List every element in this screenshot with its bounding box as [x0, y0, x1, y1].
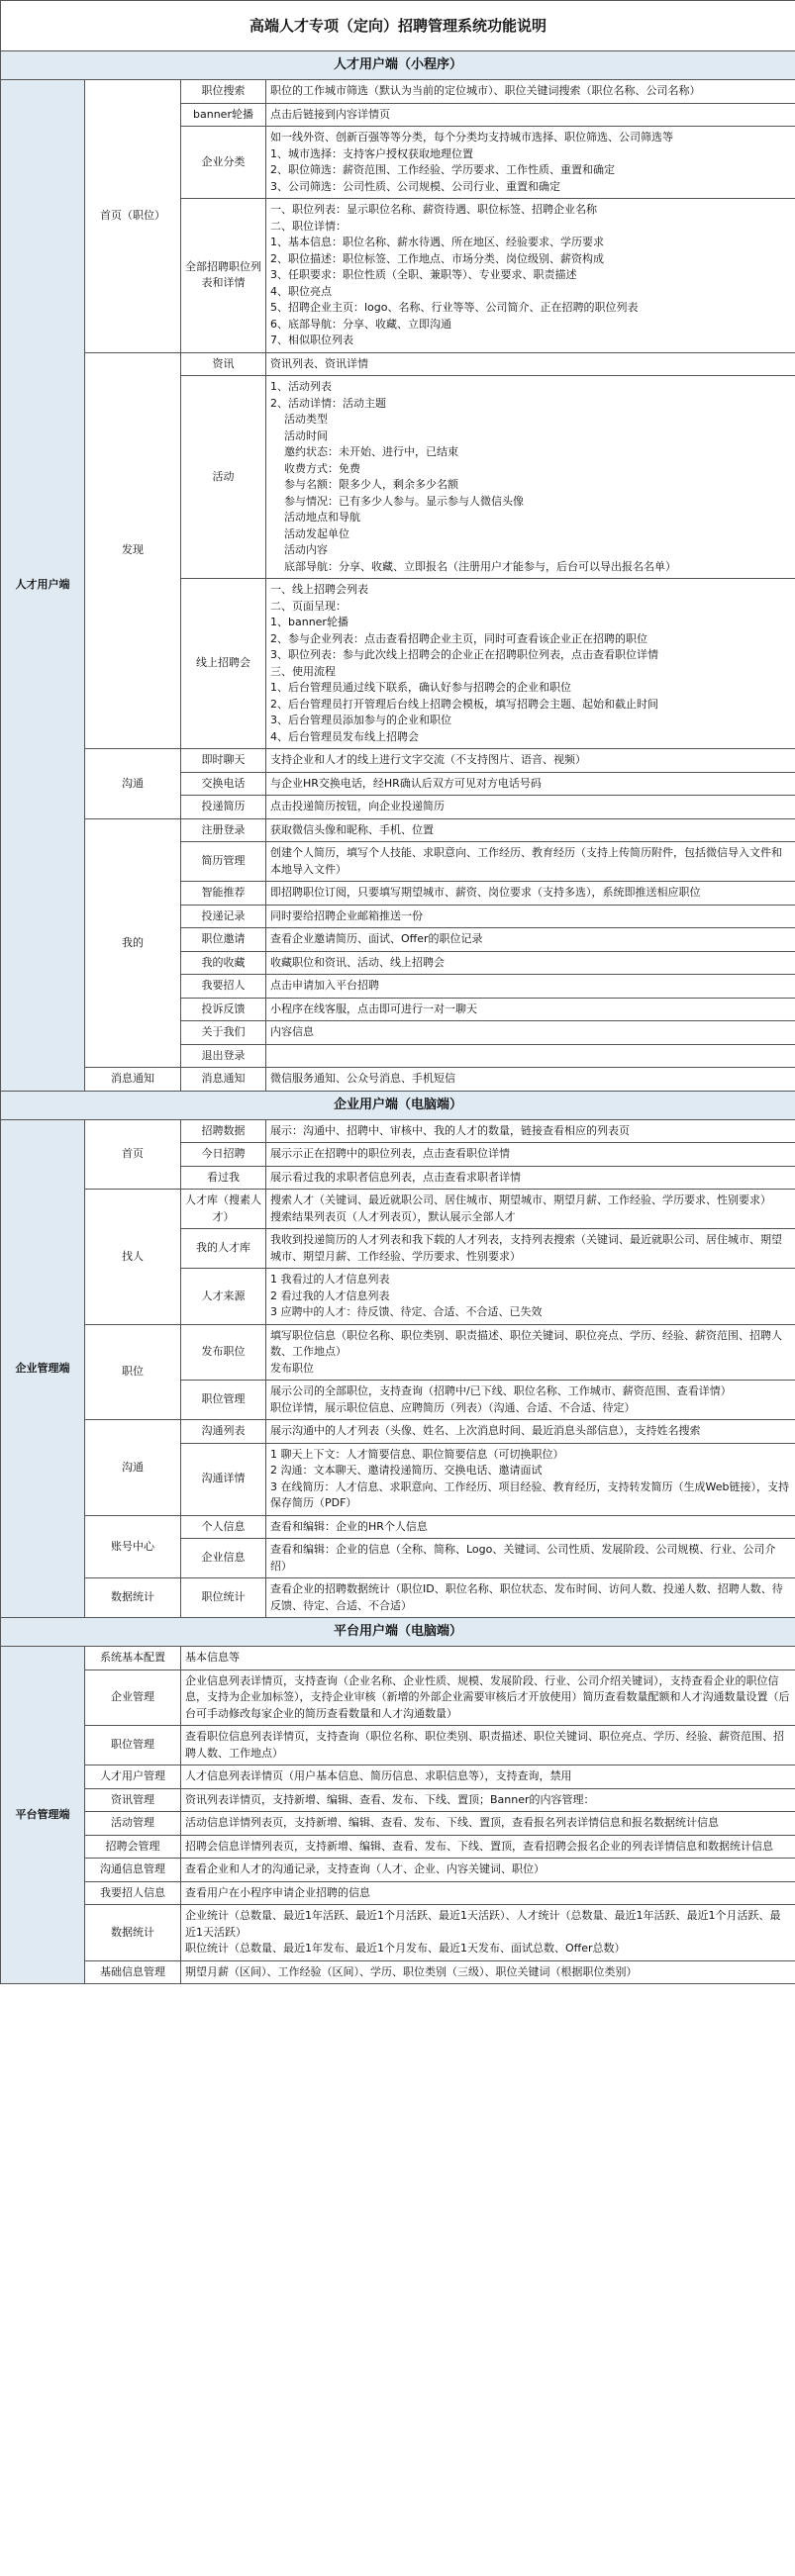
description-cell: [266, 80, 795, 104]
section-title: 企业用户端（电脑端）: [1, 1091, 795, 1119]
feature-cell: 即时聊天: [181, 749, 266, 773]
description-cell: [266, 1068, 795, 1092]
description-line: 2 看过我的人才信息列表: [270, 1288, 390, 1302]
description-cell: [266, 842, 795, 882]
description-line: 1、城市选择：支持客户授权获取地理位置: [270, 146, 473, 160]
description-line: 1、基本信息：职位名称、薪水待遇、所在地区、经验要求、学历要求: [270, 236, 604, 248]
role-cell: 人才用户端: [1, 80, 85, 1092]
description-cell: [181, 1881, 795, 1905]
description-line: 2、后台管理员打开管理后台线上招聘会模板，填写招聘会主题、起始和截止时间: [270, 697, 658, 711]
feature-cell: 资讯: [181, 352, 266, 376]
feature-cell: banner轮播: [181, 103, 266, 127]
section-header-row: [1, 51, 795, 80]
description-line: 查看企业和人才的沟通记录，支持查询（人才、企业、内容关键词、职位）: [185, 1862, 545, 1875]
description-cell: [266, 103, 795, 127]
description-line: 3、后台管理员添加参与的企业和职位: [270, 714, 451, 726]
description-line: 填写职位信息（职位名称、职位类别、职责描述、职位关键词、职位亮点、学历、经验、薪资范围、招聘人数、工作地点）: [270, 1328, 782, 1358]
title-row: [1, 1, 795, 51]
description-cell: [266, 1420, 795, 1444]
feature-cell: 投诉反馈: [181, 998, 266, 1021]
description-cell: [266, 199, 795, 353]
feature-cell: 交换电话: [181, 772, 266, 796]
section-header-row: [1, 1618, 795, 1647]
description-line: 2 沟通：文本聊天、邀请投递简历、交换电话、邀请面试: [270, 1464, 543, 1477]
description-line: 企业统计（总数量、最近1年活跃、最近1个月活跃、最近1天活跃）、人才统计（总数量、最近1年活跃、最近1个月活跃、最近1天活跃）: [185, 1909, 781, 1939]
description-line: 查看和编辑：企业的信息（全称、简称、Logo、关键词、公司性质、发展阶段、公司规模、行业、公司介绍）: [270, 1543, 776, 1573]
section-title: 平台用户端（电脑端）: [1, 1618, 795, 1647]
description-line: 职位详情，展示职位信息、应聘简历（列表）（沟通、合适、不合适、待定）: [270, 1400, 636, 1414]
feature-cell: 我要招人: [181, 975, 266, 999]
description-line: [270, 1048, 791, 1065]
table-row: [1, 80, 795, 104]
description-line: 一、线上招聘会列表: [270, 583, 368, 596]
table-row: [1, 1835, 795, 1859]
description-cell: [266, 1143, 795, 1167]
table-row: [1, 749, 795, 773]
description-cell: [266, 1443, 795, 1515]
description-line: 点击后链接到内容详情页: [270, 107, 390, 121]
feature-cell: 沟通详情: [181, 1443, 266, 1515]
feature-cell: 企业信息: [181, 1539, 266, 1578]
description-cell: [266, 998, 795, 1021]
module-cell: 消息通知: [85, 1068, 181, 1092]
feature-cell: 招聘数据: [181, 1119, 266, 1143]
description-cell: [181, 1647, 795, 1670]
description-line: 二、页面呈现：: [270, 599, 347, 613]
description-line: 如一线外资、创新百强等等分类，每个分类均支持城市选择、职位筛选、公司筛选等: [270, 131, 673, 143]
description-line: 资讯列表详情页，支持新增、编辑、查看、发布、下线、置顶；Banner的内容管理：: [185, 1792, 595, 1806]
module-cell: 发现: [85, 352, 181, 749]
description-line: 7、相似职位列表: [270, 334, 353, 346]
description-line: 展示：沟通中、招聘中、审核中、我的人才的数量，链接查看相应的列表页: [270, 1123, 630, 1137]
table-row: [1, 1647, 795, 1670]
feature-cell: 消息通知: [181, 1068, 266, 1092]
feature-cell: 企业分类: [181, 127, 266, 199]
role-cell: 平台管理端: [1, 1647, 85, 1984]
feature-cell: 线上招聘会: [181, 579, 266, 749]
description-line: 1、banner轮播: [270, 616, 348, 628]
description-cell: [266, 1229, 795, 1269]
description-cell: [266, 1190, 795, 1229]
description-line: 活动内容: [284, 543, 328, 556]
description-cell: [266, 1515, 795, 1539]
description-cell: [266, 1578, 795, 1618]
table-row: [1, 1859, 795, 1882]
function-table-body: [1, 1, 795, 1984]
module-cell: 沟通: [85, 749, 181, 819]
description-cell: [266, 1044, 795, 1068]
description-line: 收藏职位和资讯、活动、线上招聘会: [270, 955, 445, 969]
description-cell: [266, 1324, 795, 1381]
description-line: 底部导航：分享、收藏、立即报名（注册用户才能参与，后台可以导出报名名单）: [284, 559, 676, 573]
description-cell: [266, 905, 795, 928]
description-cell: [266, 127, 795, 199]
table-row: [1, 1812, 795, 1836]
module-cell: 招聘会管理: [85, 1835, 181, 1859]
description-line: 活动地点和导航: [284, 511, 360, 524]
table-row: [1, 1119, 795, 1143]
description-cell: [266, 772, 795, 796]
description-cell: [181, 1788, 795, 1812]
section-header-row: [1, 1091, 795, 1119]
table-row: [1, 1788, 795, 1812]
description-line: 5、招聘企业主页：logo、名称、行业等等、公司简介、正在招聘的职位列表: [270, 301, 639, 314]
description-line: 一、职位列表：显示职位名称、薪资待遇、职位标签、招聘企业名称: [270, 203, 597, 216]
feature-cell: 全部招聘职位列表和详情: [181, 199, 266, 353]
module-cell: 数据统计: [85, 1905, 181, 1961]
description-line: 资讯列表、资讯详情: [270, 356, 368, 370]
role-cell: 企业管理端: [1, 1119, 85, 1618]
description-line: 我收到投递简历的人才列表和我下载的人才列表，支持列表搜索（关键词、最近就职公司、居住城市、期望城市、期望月薪、工作经验、学历要求、性别要求）: [270, 1233, 782, 1263]
description-cell: [181, 1835, 795, 1859]
feature-cell: 我的人才库: [181, 1229, 266, 1269]
feature-cell: 简历管理: [181, 842, 266, 882]
description-cell: [266, 818, 795, 842]
description-line: 活动信息详情列表页，支持新增、编辑、查看、发布、下线、置顶，查看报名列表详情信息和报名数据统计信息: [185, 1816, 719, 1829]
description-line: 3 在线简历：人才信息、求职意向、工作经历、项目经验、教育经历，支持转发简历（生成Web链接），支持保存简历（PDF）: [270, 1479, 789, 1509]
description-line: 2、职位筛选：薪资范围、工作经验、学历要求、工作性质、重置和确定: [270, 163, 615, 176]
feature-cell: 注册登录: [181, 818, 266, 842]
module-cell: 数据统计: [85, 1578, 181, 1618]
feature-cell: 今日招聘: [181, 1143, 266, 1167]
description-line: 参与情况：已有多少人参与。显示参与人微信头像: [284, 494, 524, 508]
description-line: 支持企业和人才的线上进行文字交流（不支持图片、语音、视频）: [270, 753, 586, 766]
description-line: 4、职位亮点: [270, 284, 332, 298]
module-cell: 沟通: [85, 1420, 181, 1516]
feature-cell: 发布职位: [181, 1324, 266, 1381]
table-row: [1, 1765, 795, 1789]
description-line: 人才信息列表详情页（用户基本信息、简历信息、求职信息等），支持查询，禁用: [185, 1769, 572, 1782]
module-cell: 账号中心: [85, 1515, 181, 1578]
description-cell: [266, 352, 795, 376]
description-line: 同时要给招聘企业邮箱推送一份: [270, 908, 423, 922]
description-cell: [266, 1539, 795, 1578]
module-cell: 基础信息管理: [85, 1960, 181, 1984]
feature-cell: 职位统计: [181, 1578, 266, 1618]
description-cell: [266, 975, 795, 999]
module-cell: 首页（职位）: [85, 80, 181, 353]
feature-cell: 看过我: [181, 1166, 266, 1190]
description-line: 查看企业的招聘数据统计（职位ID、职位名称、职位状态、发布时间、访问人数、投递人数、招聘人数、待反馈、待定、合适、不合适）: [270, 1582, 783, 1612]
description-line: 3 应聘中的人才：待反馈、待定、合适、不合适、已失效: [270, 1305, 543, 1318]
module-cell: 系统基本配置: [85, 1647, 181, 1670]
description-line: 与企业HR交换电话，经HR确认后双方可见对方电话号码: [270, 776, 542, 790]
table-row: [1, 1881, 795, 1905]
description-line: 展示看过我的求职者信息列表，点击查看求职者详情: [270, 1170, 521, 1184]
module-cell: 活动管理: [85, 1812, 181, 1836]
feature-cell: 智能推荐: [181, 882, 266, 906]
feature-cell: 人才库（搜素人才）: [181, 1190, 266, 1229]
description-line: 展示示正在招聘中的职位列表，点击查看职位详情: [270, 1147, 510, 1160]
description-cell: [266, 882, 795, 906]
feature-cell: 沟通列表: [181, 1420, 266, 1444]
description-line: 4、后台管理员发布线上招聘会: [270, 729, 419, 743]
feature-cell: 人才来源: [181, 1269, 266, 1325]
module-cell: 职位管理: [85, 1726, 181, 1765]
description-line: 小程序在线客服，点击即可进行一对一聊天: [270, 1002, 477, 1015]
section-title: 人才用户端（小程序）: [1, 51, 795, 80]
description-line: 搜索结果列表页（人才列表页），默认展示全部人才: [270, 1209, 516, 1223]
table-row: [1, 1190, 795, 1229]
description-cell: [266, 951, 795, 975]
description-line: 活动时间: [284, 429, 328, 442]
description-line: 发布职位: [270, 1361, 314, 1375]
description-line: 3、任职要求：职位性质（全职、兼职等）、专业要求、职责描述: [270, 268, 577, 281]
description-line: 职位统计（总数量、最近1年发布、最近1个月发布、最近1天发布、面试总数、Offer总数）: [185, 1942, 626, 1955]
description-line: 收费方式：免费: [284, 461, 360, 475]
description-line: 获取微信头像和昵称、手机、位置: [270, 822, 434, 836]
description-line: 6、底部导航：分享、收藏、立即沟通: [270, 317, 451, 331]
description-line: 活动类型: [284, 413, 328, 426]
description-line: 点击投递简历按钮，向企业投递简历: [270, 800, 445, 812]
table-row: [1, 1578, 795, 1618]
description-cell: [181, 1765, 795, 1789]
table-row: [1, 1905, 795, 1961]
table-row: [1, 818, 795, 842]
feature-cell: 职位邀请: [181, 928, 266, 952]
document-title: 高端人才专项（定向）招聘管理系统功能说明: [1, 1, 795, 51]
description-cell: [266, 1269, 795, 1325]
description-line: 查看和编辑：企业的HR个人信息: [270, 1519, 428, 1533]
description-line: 3、职位列表：参与此次线上招聘会的企业正在招聘职位列表，点击查看职位详情: [270, 648, 658, 661]
feature-cell: 关于我们: [181, 1021, 266, 1045]
table-row: [1, 1324, 795, 1381]
table-row: [1, 1960, 795, 1984]
description-cell: [266, 928, 795, 952]
table-row: [1, 352, 795, 376]
description-line: 搜索人才（关键词、最近就职公司、居住城市、期望城市、期望月薪、工作经验、学历要求、性别要求）: [270, 1193, 771, 1206]
description-line: 招聘会信息详情列表页，支持新增、编辑、查看、发布、下线、置顶，查看招聘会报名企业的列表详情信息和数据统计信息: [185, 1839, 773, 1853]
module-cell: 首页: [85, 1119, 181, 1190]
description-line: 展示沟通中的人才列表（头像、姓名、上次消息时间、最近消息头部信息），支持姓名搜索: [270, 1424, 701, 1437]
feature-cell: 个人信息: [181, 1515, 266, 1539]
description-line: 展示公司的全部职位，支持查询（招聘中/已下线、职位名称、工作城市、薪资范围、查看详情）: [270, 1384, 732, 1397]
description-line: 1 我看过的人才信息列表: [270, 1273, 390, 1286]
description-line: 期望月薪（区间）、工作经验（区间）、学历、职位类别（三级）、职位关键词（根据职位类别）: [185, 1964, 638, 1978]
description-line: 参与名额：限多少人，剩余多少名额: [284, 478, 458, 491]
description-line: 3、公司筛选：公司性质、公司规模、公司行业、重置和确定: [270, 179, 560, 193]
feature-cell: 职位管理: [181, 1381, 266, 1420]
description-line: 基本信息等: [185, 1651, 240, 1664]
description-cell: [181, 1960, 795, 1984]
module-cell: 职位: [85, 1324, 181, 1420]
feature-cell: 我的收藏: [181, 951, 266, 975]
description-line: 点击申请加入平台招聘: [270, 979, 379, 992]
module-cell: 找人: [85, 1190, 181, 1325]
feature-cell: 退出登录: [181, 1044, 266, 1068]
feature-cell: 活动: [181, 376, 266, 579]
description-cell: [181, 1812, 795, 1836]
description-line: 查看企业邀请简历、面试、Offer的职位记录: [270, 932, 483, 945]
description-line: 2、活动详情：活动主题: [270, 396, 386, 410]
description-cell: [181, 1905, 795, 1961]
module-cell: 我的: [85, 818, 181, 1068]
table-row: [1, 1670, 795, 1726]
description-cell: [181, 1726, 795, 1765]
module-cell: 企业管理: [85, 1670, 181, 1726]
description-cell: [266, 1166, 795, 1190]
description-cell: [266, 1119, 795, 1143]
module-cell: 资讯管理: [85, 1788, 181, 1812]
description-line: 企业信息列表详情页，支持查询（企业名称、企业性质、规模、发展阶段、行业、公司介绍关键词），支持查看企业的职位信息，支持为企业加标签），支持企业审核（新增的外部企业需要审核后才开放使用）简历查看数量配额和人才沟通数量设置（后台可手动修改每家企业的简历查看数量和人才沟通数量）: [185, 1673, 790, 1720]
description-line: 内容信息: [270, 1025, 314, 1038]
description-line: 查看用户在小程序申请企业招聘的信息: [185, 1885, 370, 1899]
description-cell: [266, 1021, 795, 1045]
feature-cell: 投递记录: [181, 905, 266, 928]
description-line: 二、职位详情：: [270, 219, 347, 233]
description-line: 2、职位描述：职位标签、工作地点、市场分类、岗位级别、薪资构成: [270, 251, 604, 265]
description-line: 即招聘职位订阅，只要填写期望城市、薪资、岗位要求（支持多选），系统即推送相应职位: [270, 886, 701, 899]
module-cell: 沟通信息管理: [85, 1859, 181, 1882]
table-row: [1, 1068, 795, 1092]
table-row: [1, 1420, 795, 1444]
description-line: 1、活动列表: [270, 380, 332, 393]
table-row: [1, 1515, 795, 1539]
description-cell: [266, 376, 795, 579]
description-line: 1 聊天上下文：人才简要信息、职位简要信息（可切换职位）: [270, 1447, 564, 1461]
description-cell: [266, 1381, 795, 1420]
description-line: 微信服务通知、公众号消息、手机短信: [270, 1072, 455, 1085]
description-line: 创建个人简历，填写个人技能、求职意向、工作经历、教育经历（支持上传简历附件，包括微信导入文件和本地导入文件）: [270, 846, 782, 876]
module-cell: 我要招人信息: [85, 1881, 181, 1905]
feature-cell: 职位搜索: [181, 80, 266, 104]
description-cell: [266, 749, 795, 773]
description-line: 查看职位信息列表详情页，支持查询（职位名称、职位类别、职责描述、职位关键词、职位亮点、学历、经验、薪资范围、招聘人数、工作地点）: [185, 1730, 784, 1760]
description-cell: [266, 579, 795, 749]
description-line: 2、参与企业列表：点击查看招聘企业主页，同时可查看该企业正在招聘的职位: [270, 631, 647, 645]
description-line: 三、使用流程: [270, 664, 336, 678]
description-line: 活动发起单位: [284, 526, 349, 540]
description-cell: [181, 1670, 795, 1726]
description-cell: [266, 796, 795, 819]
module-cell: 人才用户管理: [85, 1765, 181, 1789]
description-line: 邀约状态：未开始、进行中，已结束: [284, 445, 458, 458]
description-line: 职位的工作城市筛选（默认为当前的定位城市）、职位关键词搜索（职位名称、公司名称）: [270, 84, 701, 97]
table-row: [1, 1726, 795, 1765]
description-line: 1、后台管理员通过线下联系，确认好参与招聘会的企业和职位: [270, 681, 571, 694]
description-cell: [181, 1859, 795, 1882]
feature-cell: 投递简历: [181, 796, 266, 819]
